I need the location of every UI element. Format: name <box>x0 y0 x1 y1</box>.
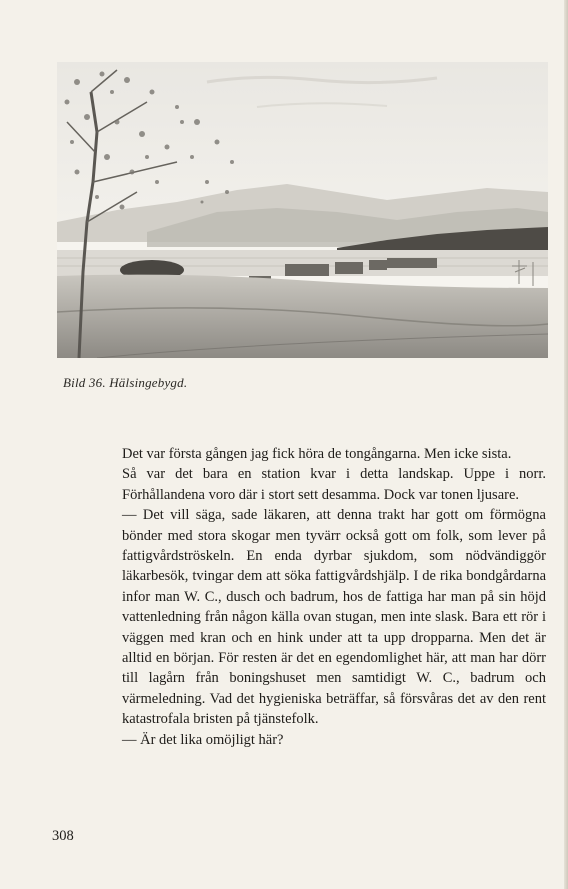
figure-caption: Bild 36. Hälsingebygd. <box>63 375 188 390</box>
landscape-sketch <box>57 62 548 358</box>
foreground-field <box>57 275 548 358</box>
paragraph: Så var det bara en station kvar i detta landskap. Uppe i norr. Förhållandena voro där i stort sett desamma. Dock var tonen ljusare. <box>122 466 546 503</box>
paragraph: — Är det lika omöjligt här? <box>122 731 284 748</box>
page-number: 308 <box>52 828 74 844</box>
page-edge-shadow <box>564 0 568 889</box>
body-text <box>122 444 546 750</box>
paragraph: — Det vill säga, sade läkaren, att denna trakt har gott om förmögna bönder med stora skogar men tyvärr också gott om folk, som lever på fattigvårdströskeln. En enda dyrbar sjukdom, som nödvändiggör läkarbesök, tvingar dem att söka fattigvårdshjälp. I de rika bondgårdarna infor man W. C., dusch och badrum, hos de fattiga har man på sin höjd vattenledning från någon källa ovan stugan, men inte slask. Bara ett rör i väggen med kran och en hink under att ta upp dropparna. Men det är alltid en början. För resten är det en egendomlighet här, att man har dörr till lagårn från boningshuset men samtidigt W. C., badrum och värmeledning. Vad det hygieniska beträffar, så försvåras det av den rent katastrofala bristen på tjänstefolk. <box>122 507 546 728</box>
paragraph: Det var första gången jag fick höra de tongångarna. Men icke sista. <box>122 446 512 462</box>
pencil-drawing-landscape <box>57 62 548 358</box>
